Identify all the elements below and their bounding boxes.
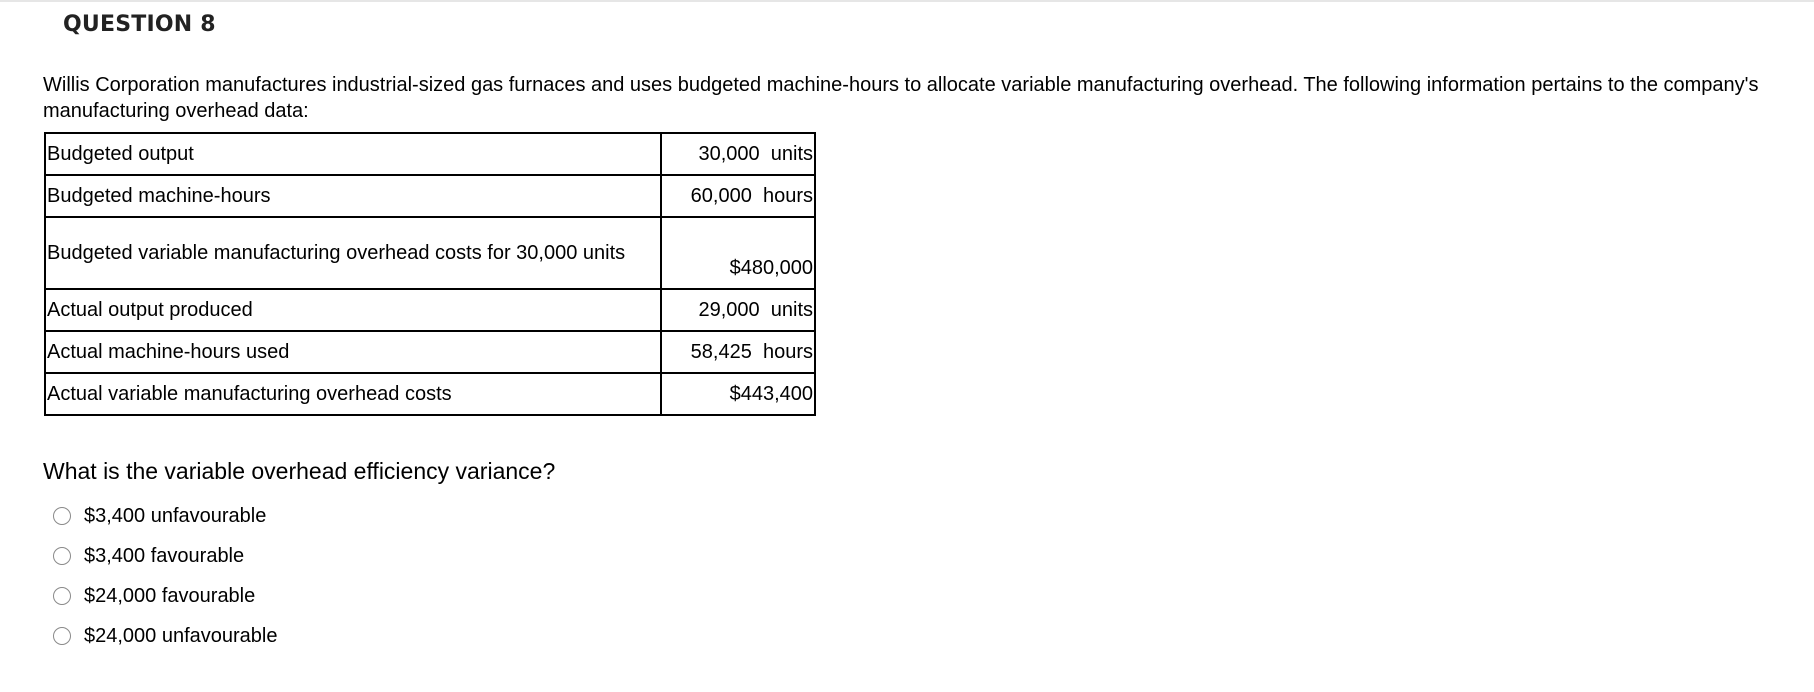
row-value: $480,000 [661, 217, 815, 289]
radio-button[interactable] [53, 547, 71, 565]
table-row [45, 133, 815, 175]
answer-option-1[interactable] [53, 496, 278, 536]
radio-button[interactable] [53, 587, 71, 605]
row-value: 60,000 hours [661, 175, 815, 217]
row-value: 29,000 units [661, 289, 815, 331]
question-prompt: What is the variable overhead efficiency variance? [43, 458, 556, 484]
option-label[interactable]: $24,000 favourable [84, 584, 256, 607]
row-label: Actual variable manufacturing overhead costs [45, 373, 661, 415]
table-row [45, 217, 815, 289]
question-title: QUESTION 8 [63, 12, 216, 37]
row-label: Budgeted machine-hours [45, 175, 661, 217]
answer-option-4[interactable] [53, 616, 278, 656]
table-row [45, 373, 815, 415]
row-label: Budgeted output [45, 133, 661, 175]
option-label[interactable]: $3,400 unfavourable [84, 504, 267, 527]
answer-options [53, 496, 278, 656]
radio-button[interactable] [53, 627, 71, 645]
radio-button[interactable] [53, 507, 71, 525]
row-label: Actual output produced [45, 289, 661, 331]
answer-option-2[interactable] [53, 536, 278, 576]
row-value: $443,400 [661, 373, 815, 415]
option-label[interactable]: $24,000 unfavourable [84, 624, 278, 647]
row-value: 30,000 units [661, 133, 815, 175]
overhead-data-table [44, 132, 816, 416]
table-row [45, 289, 815, 331]
answer-option-3[interactable] [53, 576, 278, 616]
question-stem: Willis Corporation manufactures industrial-sized gas furnaces and uses budgeted machine-hours to allocate variable manufacturing overhead. The following information pertains to the company's manufacturing overhead data: [43, 74, 1759, 122]
row-value: 58,425 hours [661, 331, 815, 373]
table-row [45, 175, 815, 217]
option-label[interactable]: $3,400 favourable [84, 544, 245, 567]
table-row [45, 331, 815, 373]
row-label: Budgeted variable manufacturing overhead costs for 30,000 units [45, 217, 661, 289]
row-label: Actual machine-hours used [45, 331, 661, 373]
top-divider [0, 0, 1814, 2]
